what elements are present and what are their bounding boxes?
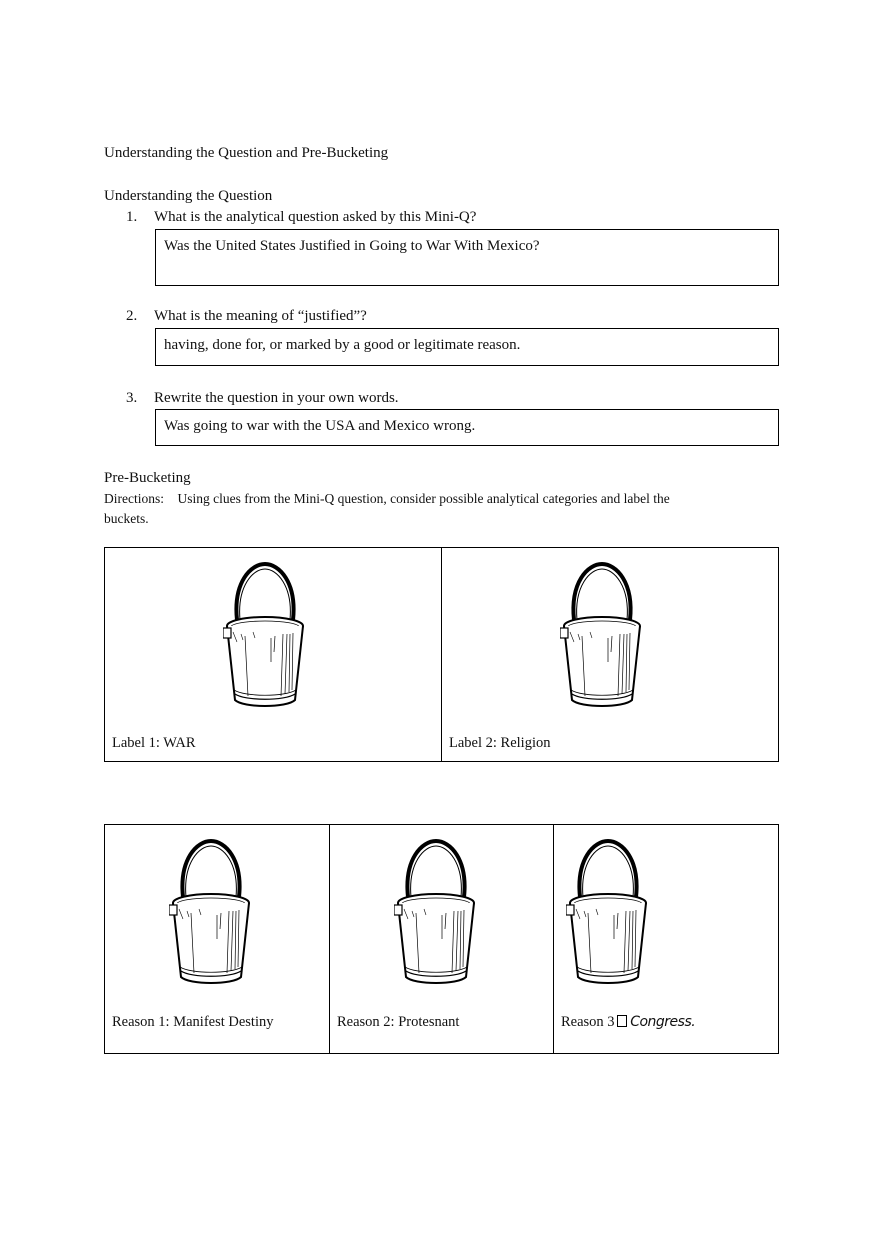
question-number: 2.	[126, 308, 138, 324]
question-prompt: What is the meaning of “justified”?	[154, 308, 367, 324]
reason-bucket-cell-1	[105, 825, 330, 1053]
directions-label: Directions:	[104, 491, 164, 506]
answer-box-1[interactable]	[155, 229, 779, 286]
label-bucket-cell-1	[105, 548, 442, 761]
bucket-icon	[169, 839, 253, 989]
handwritten-answer: Congress.	[630, 1014, 696, 1030]
bucket-label[interactable]: Reason 1: Manifest Destiny	[112, 1014, 274, 1030]
page-title: Understanding the Question and Pre-Bucketing	[104, 145, 389, 161]
answer-box-2[interactable]	[155, 328, 779, 366]
question-number: 1.	[126, 209, 138, 225]
reason-label-text: Reason 3	[561, 1014, 615, 1030]
question-2	[126, 308, 367, 325]
label-bucket-grid	[104, 547, 779, 762]
question-number: 3.	[126, 390, 138, 406]
question-prompt: What is the analytical question asked by this Mini-Q?	[154, 209, 477, 225]
bucket-label[interactable]: Label 1: WAR	[112, 735, 196, 751]
bucket-icon	[560, 562, 644, 712]
answer-text: Was the United States Justified in Going to War With Mexico?	[164, 238, 540, 254]
bucket-label[interactable]	[561, 1014, 695, 1031]
answer-box-3[interactable]	[155, 409, 779, 446]
question-1	[126, 209, 476, 226]
reason-bucket-cell-2	[330, 825, 554, 1053]
directions	[104, 490, 670, 508]
bucket-icon	[223, 562, 307, 712]
bucket-label[interactable]: Reason 2: Protesnant	[337, 1014, 460, 1030]
reason-bucket-grid	[104, 824, 779, 1054]
bucket-icon	[566, 839, 650, 989]
reason-bucket-cell-3	[554, 825, 778, 1053]
directions-continued: buckets.	[104, 511, 149, 526]
section-heading-understanding: Understanding the Question	[104, 188, 273, 204]
label-bucket-cell-2	[442, 548, 778, 761]
bucket-icon	[394, 839, 478, 989]
answer-text: having, done for, or marked by a good or legitimate reason.	[164, 337, 521, 353]
question-3	[126, 390, 399, 407]
answer-text: Was going to war with the USA and Mexico wrong.	[164, 418, 476, 434]
missing-glyph-box	[617, 1015, 627, 1027]
section-heading-prebucketing: Pre-Bucketing	[104, 470, 191, 486]
directions-text: Using clues from the Mini-Q question, consider possible analytical categories and label the	[177, 491, 670, 506]
bucket-label[interactable]: Label 2: Religion	[449, 735, 551, 751]
question-prompt: Rewrite the question in your own words.	[154, 390, 399, 406]
